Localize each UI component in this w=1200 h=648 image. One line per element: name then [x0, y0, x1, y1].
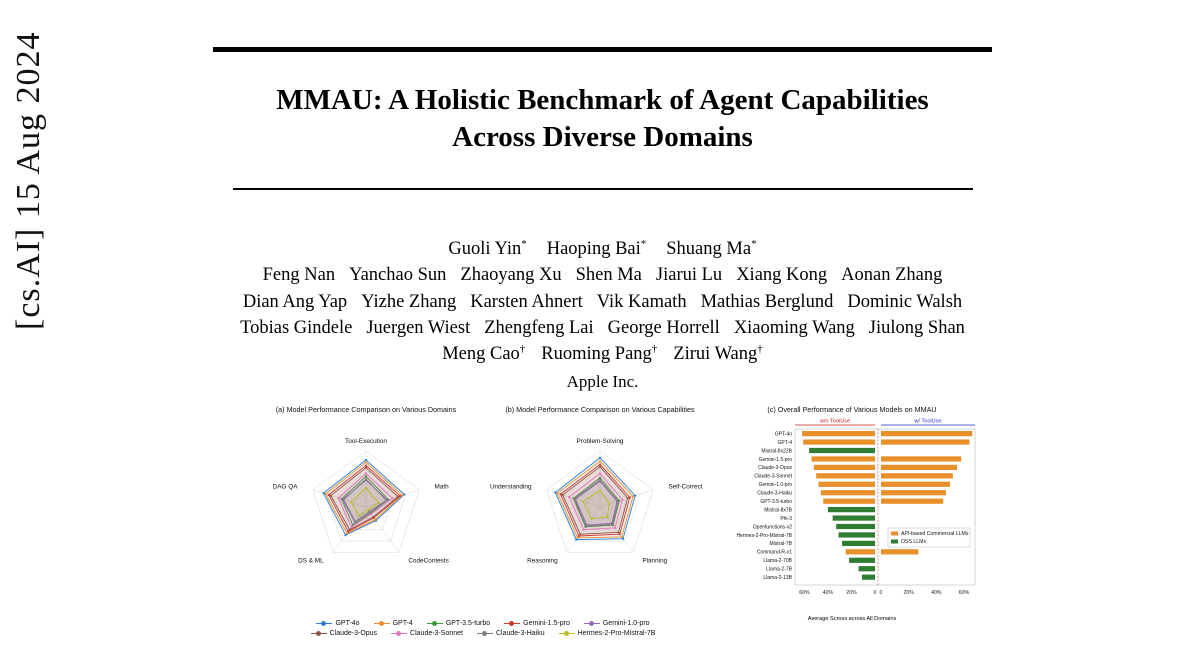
bar-right [881, 456, 961, 461]
figure-panel-c [723, 405, 981, 622]
radar-chart-domains [251, 415, 481, 600]
author-name: Zhengfeng Lai [484, 317, 594, 338]
legend-swatch [311, 633, 327, 634]
author-name: Guoli Yin* [448, 237, 527, 259]
legend-label: GPT-4o [335, 620, 360, 627]
author-name: Dominic Walsh [847, 291, 963, 312]
legend-label: Claude-3-Haiku [495, 630, 545, 637]
author-name: Feng Nan [262, 265, 336, 286]
bar-category-label: Mistral-8x7B [764, 507, 792, 514]
author-name: Xiaoming Wang [733, 317, 855, 338]
author-line-3 [205, 289, 1000, 315]
bar-left [828, 507, 875, 512]
bar-group-header: w/o ToolUse [819, 418, 851, 425]
legend-label: GPT-4 [392, 620, 413, 627]
bar-category-label: Phi-3 [780, 515, 792, 522]
legend-swatch [559, 633, 575, 634]
bar-left [839, 532, 875, 537]
x-tick-left: 40% [822, 589, 834, 596]
bar-right [881, 549, 918, 554]
radar-axis-label: Self-Correct [668, 483, 703, 491]
x-tick-left: 0 [873, 589, 877, 596]
bar-left [849, 557, 875, 562]
bar-category-label: Openfunctions-v2 [752, 524, 792, 531]
bar-legend-label: OSS LLMs [901, 538, 927, 545]
author-line-4 [205, 315, 1000, 341]
radar-axis-label: Reasoning [527, 557, 558, 565]
radar-axis-label: Understanding [489, 483, 532, 491]
bar-category-label: Mistral-7B [769, 540, 792, 547]
page-title: MMAU: A Holistic Benchmark of Agent Capabilities Across Diverse Domains [276, 84, 929, 154]
bar-group-header: w/ ToolUse [914, 418, 942, 425]
bar-right [881, 439, 969, 444]
bar-left [809, 448, 875, 453]
bar-category-label: Llama-2-13B [763, 574, 792, 581]
author-name: George Horrell [607, 317, 720, 338]
bar-left [859, 566, 875, 571]
bottom-rule [233, 188, 973, 190]
panel-b-caption: (b) Model Performance Comparison on Various Capabilities [505, 405, 695, 414]
bar-category-label: Llama-2-70B [763, 557, 792, 564]
legend-swatch [504, 623, 520, 624]
bar-category-label: Claude-3-Sonnet [754, 473, 792, 480]
legend-swatch [316, 623, 332, 624]
author-name: Yanchao Sun [349, 265, 447, 286]
author-name: Meng Cao† [442, 342, 526, 365]
arxiv-stamp: [cs.AI] 15 Aug 2024 [10, 31, 47, 330]
legend-row-1 [233, 620, 733, 627]
bar-category-label: Llama-2-7B [766, 566, 792, 573]
bar-category-label: Claude-3-Opus [758, 464, 792, 471]
bar-left [842, 540, 875, 545]
author-name: Mathias Berglund [700, 291, 834, 312]
x-tick-left: 20% [846, 589, 857, 596]
author-name: Zhaoyang Xu [460, 265, 562, 286]
author-name: Zirui Wang† [673, 342, 763, 365]
author-list [205, 236, 1000, 367]
top-rule [213, 47, 992, 52]
bar-category-label: GPT-3.5-turbo [760, 498, 792, 505]
bar-left [814, 464, 875, 469]
legend-label: Claude-3-Sonnet [410, 630, 463, 637]
bar-left [821, 490, 875, 495]
x-tick-right: 0 [879, 589, 883, 596]
bar-left [846, 549, 875, 554]
bar-right [881, 490, 946, 495]
bar-left [819, 481, 875, 486]
legend-label: Gemini-1.0-pro [602, 620, 650, 627]
legend-row-2 [233, 630, 733, 637]
author-name: Aonan Zhang [841, 265, 943, 286]
x-tick-left: 60% [799, 589, 810, 596]
legend-item [316, 620, 359, 627]
legend-label: Hermes-2-Pro-Mistral-7B [577, 630, 656, 637]
paper-page [205, 0, 1000, 648]
panel-a-caption: (a) Model Performance Comparison on Various Domains [275, 405, 457, 414]
legend-label: Gemini-1.5-pro [523, 620, 570, 627]
bar-category-label: Gemini-1.5-pro [758, 456, 792, 463]
legend-swatch [374, 623, 390, 624]
bar-left [833, 515, 875, 520]
x-tick-right: 40% [931, 589, 942, 596]
author-name: Shuang Ma* [666, 237, 757, 259]
legend-swatch [391, 633, 407, 634]
x-tick-right: 60% [958, 589, 970, 596]
author-name: Jiulong Shan [868, 317, 965, 338]
author-name: Dian Ang Yap [242, 291, 348, 312]
bar-right [881, 473, 953, 478]
figure-legend [233, 620, 733, 640]
radar-axis-label: Tool-Execution [345, 437, 387, 445]
bar-category-label: Gemini-1.0-pro [758, 481, 792, 488]
figure-panel-a [251, 405, 481, 600]
bar-left [816, 473, 875, 478]
teaser-figure [223, 405, 983, 645]
panel-c-xlabel: Average Scross across All Domains [807, 615, 897, 622]
affiliation: Apple Inc. [566, 372, 639, 391]
legend-item [504, 620, 570, 627]
bar-left [823, 498, 875, 503]
author-name: Karsten Ahnert [470, 291, 583, 312]
author-name: Ruoming Pang† [541, 342, 658, 365]
author-name: Tobias Gindele [240, 317, 353, 338]
panel-c-caption: (c) Overall Performance of Various Models on MMAU [767, 405, 937, 414]
author-name: Juergen Wiest [366, 317, 471, 338]
radar-axis-label: Math [434, 483, 449, 491]
radar-a-svg [251, 415, 481, 590]
bar-category-label: Mistral-8x22B [761, 448, 792, 455]
legend-swatch [477, 633, 493, 634]
radar-axis-label: Planning [642, 557, 668, 565]
figure-panel-b [485, 405, 715, 600]
author-line-2 [205, 262, 1000, 288]
legend-item [427, 620, 490, 627]
author-name: Vik Kamath [596, 291, 687, 312]
legend-item [559, 630, 656, 637]
author-name: Haoping Bai* [546, 237, 647, 259]
x-tick-right: 20% [903, 589, 914, 596]
bar-legend-swatch [891, 539, 898, 543]
legend-item [391, 630, 463, 637]
bar-category-label: Hermes-2-Pro-Mistral-7B [736, 532, 792, 539]
bar-right [881, 464, 957, 469]
author-name: Yizhe Zhang [361, 291, 457, 312]
bar-right [881, 498, 943, 503]
author-name: Xiang Kong [736, 265, 828, 286]
legend-item [477, 630, 545, 637]
radar-axis-label: DAG QA [272, 483, 298, 491]
legend-item [374, 620, 413, 627]
bar-left [811, 456, 875, 461]
bar-right [881, 431, 972, 436]
bar-category-label: Command-R-v1 [756, 549, 792, 556]
radar-axis-label: DS & ML [298, 557, 324, 565]
bar-left [836, 524, 875, 529]
bar-category-label: GPT-4o [774, 431, 792, 438]
radar-chart-capabilities [485, 415, 715, 600]
author-line-5 [205, 341, 1000, 367]
bar-left [862, 574, 875, 579]
legend-item [584, 620, 650, 627]
radar-axis-label: CodeContests [408, 557, 449, 565]
author-line-1 [205, 236, 1000, 262]
author-name: Shen Ma [575, 265, 642, 286]
legend-label: Claude-3-Opus [329, 630, 378, 637]
radar-axis-label: Problem-Solving [576, 437, 624, 445]
bar-legend-label: API-based Commercial LLMs [901, 530, 969, 537]
legend-item [311, 630, 377, 637]
bar-chart-overall [723, 415, 981, 615]
radar-b-svg [485, 415, 715, 590]
bar-category-label: Claude-3-Haiku [757, 490, 792, 497]
bar-legend-swatch [891, 531, 898, 535]
bar-left [802, 431, 875, 436]
legend-swatch [427, 623, 443, 624]
legend-label: GPT-3.5-turbo [445, 620, 491, 627]
bar-category-label: GPT-4 [777, 439, 792, 446]
bar-left [803, 439, 875, 444]
legend-swatch [584, 623, 600, 624]
author-name: Jiarui Lu [655, 265, 723, 286]
bar-right [881, 481, 950, 486]
